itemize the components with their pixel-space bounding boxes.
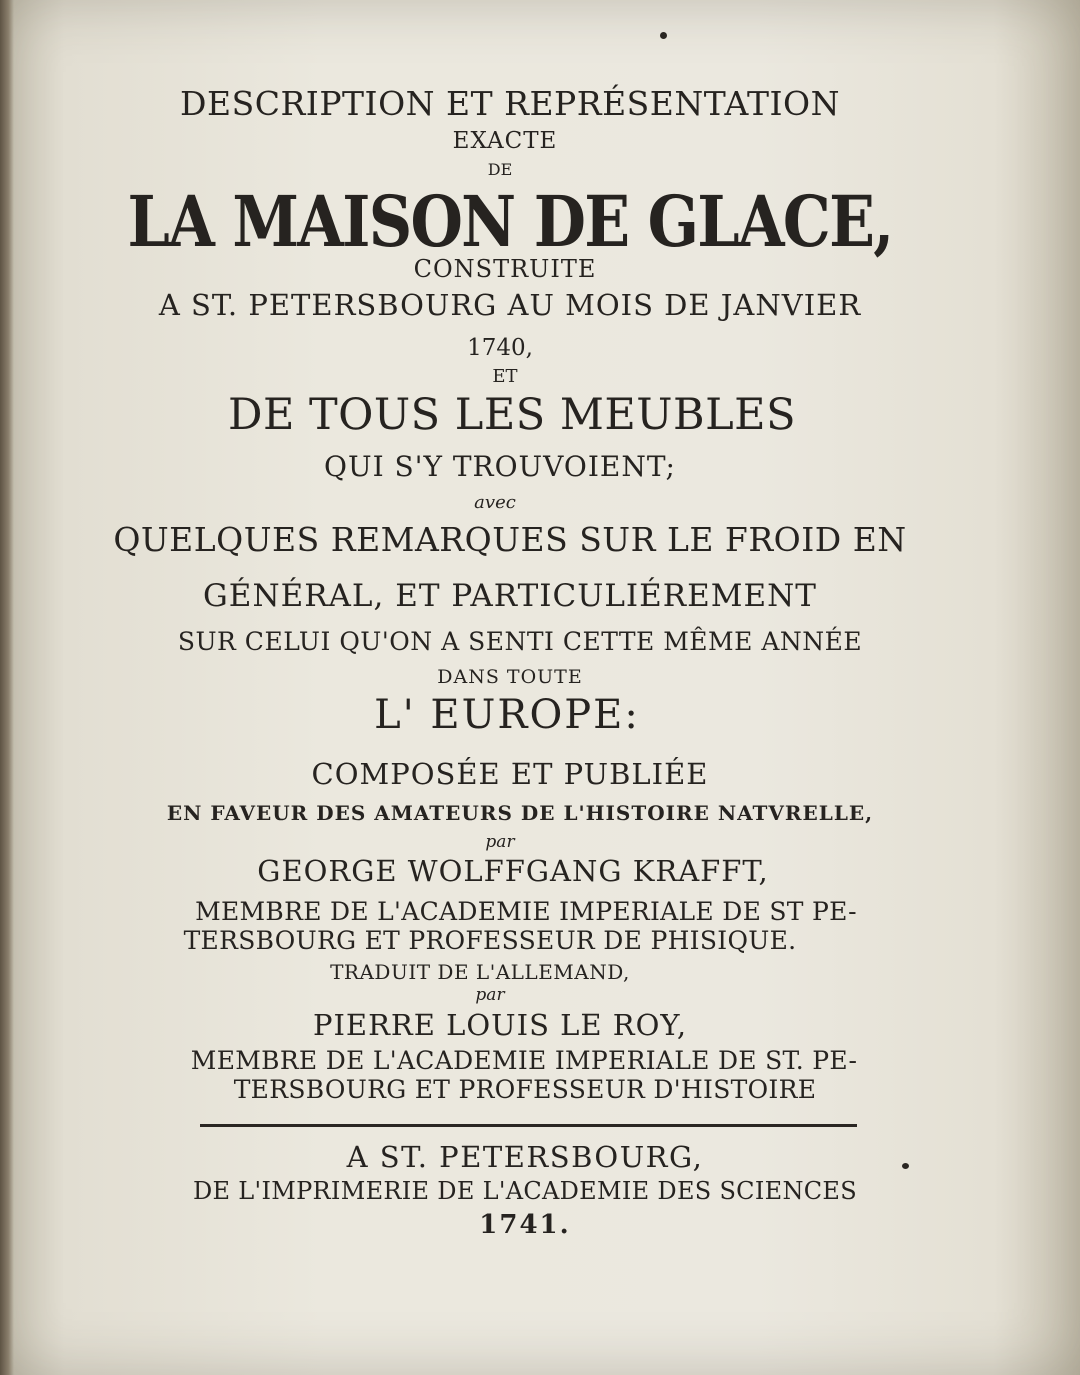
title-line-general: GÉNÉRAL, ET PARTICULIÉREMENT — [203, 578, 817, 614]
imprint-year: 1741. — [479, 1210, 571, 1240]
imprint-place: A ST. PETERSBOURG, — [346, 1140, 704, 1174]
title-line-celui: SUR CELUI QU'ON A SENTI CETTE MÊME ANNÉE — [177, 627, 863, 656]
title-line-europe: L' EUROPE: — [374, 692, 640, 738]
ink-speck — [902, 1163, 909, 1169]
title-line-construite: CONSTRUITE — [413, 255, 597, 283]
translator-affiliation-1: MEMBRE DE L'ACADEMIE IMPERIALE DE ST. PE- — [190, 1046, 858, 1075]
title-line-description: DESCRIPTION ET REPRÉSENTATION — [180, 84, 840, 123]
main-title: LA MAISON DE GLACE, — [127, 180, 893, 263]
translator-affiliation-2: TERSBOURG ET PROFESSEUR D'HISTOIRE — [233, 1075, 817, 1104]
translator-name: PIERRE LOUIS LE ROY, — [312, 1008, 688, 1042]
title-line-par-1: par — [485, 832, 515, 852]
horizontal-rule — [200, 1124, 857, 1127]
title-line-composee: COMPOSÉE ET PUBLIÉE — [311, 757, 709, 791]
title-line-remarques: QUELQUES REMARQUES SUR LE FROID EN — [113, 520, 907, 559]
title-line-exacte: EXACTE — [452, 128, 558, 154]
translation-note: TRADUIT DE L'ALLEMAND, — [330, 960, 630, 984]
title-line-place: A ST. PETERSBOURG AU MOIS DE JANVIER — [158, 288, 862, 322]
imprint-printer: DE L'IMPRIMERIE DE L'ACADEMIE DES SCIENCES — [193, 1177, 857, 1205]
title-line-trouvoient: QUI S'Y TROUVOIENT; — [324, 450, 676, 483]
title-line-de: DE — [487, 160, 513, 179]
author-name: GEORGE WOLFFGANG KRAFFT, — [257, 854, 769, 888]
title-line-par-2: par — [475, 985, 505, 1005]
title-line-faveur: EN FAVEUR DES AMATEURS DE L'HISTOIRE NATVRELLE, — [166, 801, 874, 825]
author-affiliation-2: TERSBOURG ET PROFESSEUR DE PHISIQUE. — [183, 926, 797, 955]
title-line-et: ET — [492, 366, 518, 387]
title-line-year: 1740, — [467, 335, 533, 361]
author-affiliation-1: MEMBRE DE L'ACADEMIE IMPERIALE DE ST PE- — [195, 897, 857, 926]
title-line-avec: avec — [474, 492, 516, 513]
ink-speck — [660, 32, 667, 39]
title-line-dans-toute: DANS TOUTE — [437, 666, 583, 688]
subtitle-meubles: DE TOUS LES MEUBLES — [227, 390, 797, 440]
